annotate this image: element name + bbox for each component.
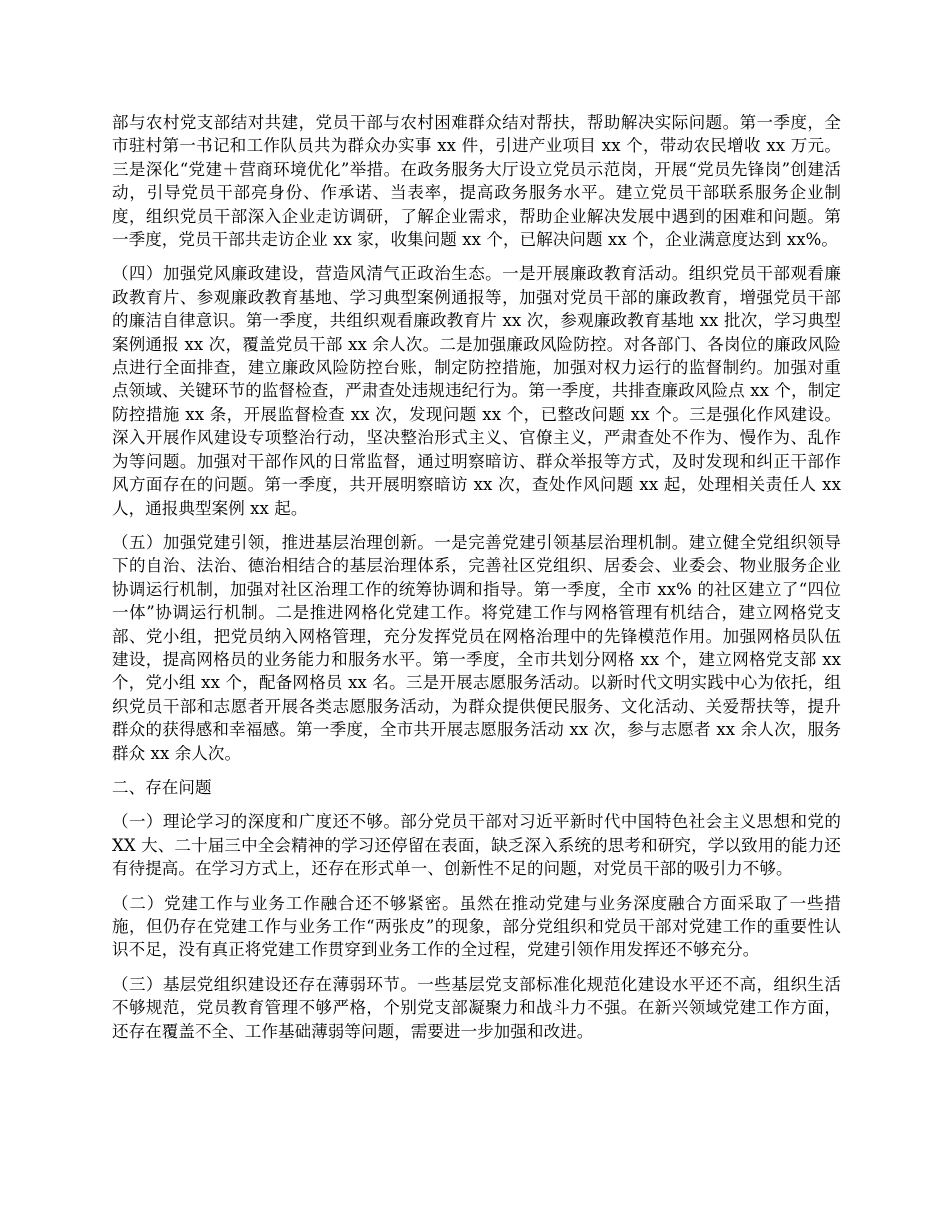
paragraph-problem-2: （二）党建工作与业务工作融合还不够紧密。虽然在推动党建与业务深度融合方面采取了一些措施，但仍存在党建工作与业务工作“两张皮”的现象，部分党组织和党员干部对党建工作的重要性认识不足，没有真正将党建工作贯穿到业务工作的全过程，党建引领作用发挥还不够充分。 xyxy=(112,893,841,960)
paragraph-problem-3: （三）基层党组织建设还存在薄弱环节。一些基层党支部标准化规范化建设水平还不高，组织生活不够规范，党员教育管理不够严格，个别党支部凝聚力和战斗力不强。在新兴领域党建工作方面，还存在覆盖不全、工作基础薄弱等问题，需要进一步加强和改进。 xyxy=(112,974,841,1041)
paragraph-integrity-building: （四）加强党风廉政建设，营造风清气正政治生态。一是开展廉政教育活动。组织党员干部观看廉政教育片、参观廉政教育基地、学习典型案例通报等，加强对党员干部的廉政教育，增强党员干部的廉洁自律意识。第一季度，共组织观看廉政教育片 xx 次，参观廉政教育基地 xx 批次，学习典型案例通报 xx 次，覆盖党员干部 xx 余人次。二是加强廉政风险防控。对各部门、各岗位的廉政风险点进行全面排查，建立廉政风险防控台账，制定防控措施，加强对权力运行的监督制约。加强对重点领域、关键环节的监督检查，严肃查处违规违纪行为。第一季度，共排查廉政风险点 xx 个，制定防控措施 xx 条，开展监督检查 xx 次，发现问题 xx 个，已整改问题 xx 个。三是强化作风建设。深入开展作风建设专项整治行动，坚决整治形式主义、官僚主义，严肃查处不作为、慢作为、乱作为等问题。加强对干部作风的日常监督，通过明察暗访、群众举报等方式，及时发现和纠正干部作风方面存在的问题。第一季度，共开展明察暗访 xx 次，查处作风问题 xx 起，处理相关责任人 xx 人，通报典型案例 xx 起。 xyxy=(112,264,841,518)
paragraph-problem-1: （一）理论学习的深度和广度还不够。部分党员干部对习近平新时代中国特色社会主义思想和党的 XX 大、二十届三中全会精神的学习还停留在表面，缺乏深入系统的思考和研究，学以致用的能力还有待提高。在学习方式上，还存在形式单一、创新性不足的问题，对党员干部的吸引力不够。 xyxy=(112,812,841,879)
section-heading-problems: 二、存在问题 xyxy=(112,777,212,797)
paragraph-business-environment: 部与农村党支部结对共建，党员干部与农村困难群众结对帮扶，帮助解决实际问题。第一季度，全市驻村第一书记和工作队员共为群众办实事 xx 件，引进产业项目 xx 个，带动农民增收 xx 万元。三是深化“党建＋营商环境优化”举措。在政务服务大厅设立党员示范岗，开展“党员先锋岗”创建活动，引导党员干部亮身份、作承诺、当表率，提高政务服务水平。建立党员干部联系服务企业制度，组织党员干部深入企业走访调研，了解企业需求，帮助企业解决发展中遇到的困难和问题。第一季度，党员干部共走访企业 xx 家，收集问题 xx 个，已解决问题 xx 个，企业满意度达到 xx%。 xyxy=(112,113,841,250)
paragraph-grassroots-governance: （五）加强党建引领，推进基层治理创新。一是完善党建引领基层治理机制。建立健全党组织领导下的自治、法治、德治相结合的基层治理体系，完善社区党组织、居委会、业委会、物业服务企业协调运行机制，加强对社区治理工作的统筹协调和指导。第一季度，全市 xx% 的社区建立了“四位一体”协调运行机制。二是推进网格化党建工作。将党建工作与网格管理有机结合，建立网格党支部、党小组，把党员纳入网格管理，充分发挥党员在网格治理中的先锋模范作用。加强网格员队伍建设，提高网格员的业务能力和服务水平。第一季度，全市共划分网格 xx 个，建立网格党支部 xx 个，党小组 xx 个，配备网格员 xx 名。三是开展志愿服务活动。以新时代文明实践中心为依托，组织党员干部和志愿者开展各类志愿服务活动，为群众提供便民服务、文化活动、关爱帮扶等，提升群众的获得感和幸福感。第一季度，全市共开展志愿服务活动 xx 次，参与志愿者 xx 余人次，服务群众 xx 余人次。 xyxy=(112,532,841,763)
document-page xyxy=(112,111,841,1054)
